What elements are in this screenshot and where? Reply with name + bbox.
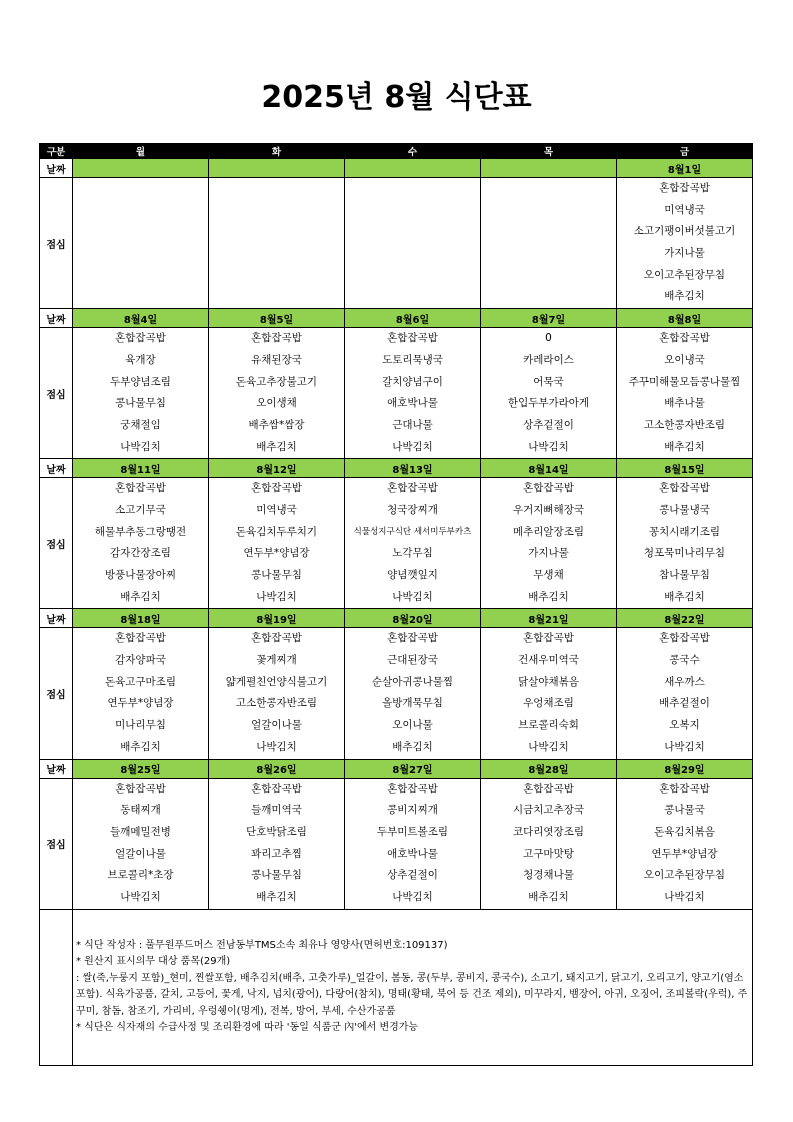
meal-item: 애호박나물 xyxy=(387,847,438,860)
meal-cell-thu xyxy=(481,628,617,759)
meal-item: 노각무침 xyxy=(392,547,433,560)
date-cell-tue: 8월26일 xyxy=(209,759,345,778)
header-day-fri: 금 xyxy=(617,144,753,159)
meal-item: 혼합잡곡밥 xyxy=(387,332,438,345)
meal-item: 고소한콩자반조림 xyxy=(643,418,726,431)
date-cell-fri: 8월8일 xyxy=(617,309,753,328)
date-cell-tue: 8월5일 xyxy=(209,309,345,328)
meal-cell-mon xyxy=(73,478,209,609)
meal-cell-tue xyxy=(209,628,345,759)
meal-item: 유채된장국 xyxy=(251,353,302,366)
meal-cell-mon xyxy=(73,628,209,759)
meal-item: 상추겉절이 xyxy=(387,869,438,882)
date-cell-tue xyxy=(209,159,345,178)
date-cell-wed: 8월13일 xyxy=(345,459,481,478)
meal-item: 콩나물국 xyxy=(664,804,705,817)
meal-item: 동태찌개 xyxy=(120,804,161,817)
meal-item: 혼합잡곡밥 xyxy=(115,332,166,345)
date-cell-mon xyxy=(73,159,209,178)
meal-item: 상추겉절이 xyxy=(523,418,574,431)
meal-item: 소고기팽이버섯불고기 xyxy=(633,225,736,238)
meal-item: 가지나물 xyxy=(664,247,705,260)
date-cell-fri: 8월22일 xyxy=(617,609,753,628)
meal-item: 우거지뼈해장국 xyxy=(512,503,584,516)
meal-item: 브로콜리*초장 xyxy=(107,869,174,882)
meal-item: 궁채절임 xyxy=(120,418,161,431)
meal-item: 새우까스 xyxy=(664,675,705,688)
header-day-tue: 화 xyxy=(209,144,345,159)
date-row xyxy=(40,759,753,778)
lunch-row-label: 점심 xyxy=(40,178,73,309)
meal-item: 꽃게찌개 xyxy=(256,654,297,667)
meal-item: 들깨미역국 xyxy=(251,804,302,817)
meal-item: 배추쌈*쌈장 xyxy=(248,418,305,431)
meal-item: 주꾸미해물모듬콩나물찜 xyxy=(628,375,741,388)
meal-item: 혼합잡곡밥 xyxy=(659,182,710,194)
menu-body xyxy=(40,159,753,910)
meal-item: 0 xyxy=(545,332,552,345)
date-cell-fri: 8월1일 xyxy=(617,159,753,178)
meal-item: 콩나물무침 xyxy=(251,869,302,882)
date-row-label: 날짜 xyxy=(40,159,73,178)
lunch-row-label: 점심 xyxy=(40,328,73,459)
meal-item: 감자양파국 xyxy=(115,654,166,667)
meal-item: 무생채 xyxy=(533,569,564,581)
meal-item: 근대나물 xyxy=(392,418,433,431)
date-cell-mon: 8월25일 xyxy=(73,759,209,778)
date-cell-wed: 8월6일 xyxy=(345,309,481,328)
date-row xyxy=(40,159,753,178)
meal-cell-tue xyxy=(209,178,345,309)
meal-item: 꽁치시래기조림 xyxy=(648,525,720,538)
meal-item: 혼합잡곡밥 xyxy=(387,782,438,795)
meal-item: 혼합잡곡밥 xyxy=(659,482,710,495)
date-row xyxy=(40,459,753,478)
header-day-wed: 수 xyxy=(345,144,481,159)
date-cell-mon: 8월11일 xyxy=(73,459,209,478)
meal-item: 배추김치 xyxy=(528,590,569,603)
meal-item: 혼합잡곡밥 xyxy=(251,632,302,645)
meal-item: 미역냉국 xyxy=(664,203,705,216)
meal-item: 도토리묵냉국 xyxy=(382,353,443,366)
meal-item: 나박김치 xyxy=(664,740,705,753)
meal-item: 어묵국 xyxy=(533,375,564,388)
meal-item: 오이생채 xyxy=(256,397,297,410)
meal-item: 소고기무국 xyxy=(115,503,166,516)
meal-item: 배추나물 xyxy=(664,397,705,410)
meal-item: 콩국수 xyxy=(669,654,700,667)
lunch-row xyxy=(40,478,753,609)
meal-item: 연두부*양념장 xyxy=(651,847,718,860)
header-row xyxy=(40,144,753,159)
meal-item: 얇게펼친언양식불고기 xyxy=(225,675,328,688)
date-cell-thu: 8월21일 xyxy=(481,609,617,628)
lunch-row xyxy=(40,178,753,309)
meal-item: 닭살야채볶음 xyxy=(518,675,579,688)
meal-item: 배추김치 xyxy=(256,890,297,903)
meal-item: 육개장 xyxy=(125,353,156,366)
meal-item: 한입두부가라아게 xyxy=(507,397,590,410)
meal-cell-fri xyxy=(617,778,753,909)
meal-item: 고소한콩자반조림 xyxy=(235,697,318,710)
header-day-mon: 월 xyxy=(73,144,209,159)
meal-item: 배추김치 xyxy=(256,440,297,453)
meal-cell-thu xyxy=(481,478,617,609)
meal-item: 나박김치 xyxy=(528,440,569,453)
meal-item: 혼합잡곡밥 xyxy=(115,482,166,495)
meal-item: 나박김치 xyxy=(392,890,433,903)
meal-item: 혼합잡곡밥 xyxy=(251,782,302,795)
meal-item: 혼합잡곡밥 xyxy=(387,482,438,495)
meal-item: 얼갈이나물 xyxy=(115,847,166,860)
meal-item: 건새우미역국 xyxy=(518,654,579,667)
meal-cell-tue xyxy=(209,778,345,909)
meal-cell-tue xyxy=(209,328,345,459)
meal-item: 청국장찌개 xyxy=(387,503,438,516)
meal-item: 배추겉절이 xyxy=(659,697,710,710)
meal-item: 두부양념조림 xyxy=(110,375,171,388)
meal-cell-mon xyxy=(73,328,209,459)
meal-item: 돈육김치볶음 xyxy=(654,825,715,838)
lunch-row-label: 점심 xyxy=(40,778,73,909)
meal-cell-tue xyxy=(209,478,345,609)
date-cell-tue: 8월19일 xyxy=(209,609,345,628)
meal-item: 우엉채조림 xyxy=(523,697,574,710)
note-author: * 식단 작성자 : 풀무원푸드머스 전남동부TMS소속 최유나 영양사(면허번호:109137) xyxy=(76,939,448,951)
meal-item: 두부미트볼조림 xyxy=(376,825,448,838)
meal-item: 콩나물무침 xyxy=(115,397,166,410)
meal-cell-fri xyxy=(617,178,753,309)
date-cell-thu: 8월14일 xyxy=(481,459,617,478)
meal-item: 코다리엿장조림 xyxy=(512,825,584,838)
meal-item: 연두부*양념장 xyxy=(243,547,310,560)
header-day-thu: 목 xyxy=(481,144,617,159)
meal-item: 혼합잡곡밥 xyxy=(659,632,710,645)
meal-item: 얼갈이나물 xyxy=(251,719,302,732)
meal-item: 연두부*양념장 xyxy=(107,697,174,710)
meal-item: 배추김치 xyxy=(120,590,161,603)
meal-item: 양념깻잎지 xyxy=(387,569,438,581)
meal-item: 해물부추동그랑땡전 xyxy=(94,525,187,538)
meal-cell-fri xyxy=(617,628,753,759)
meal-cell-thu xyxy=(481,328,617,459)
meal-item: 올방개묵무침 xyxy=(382,697,443,710)
meal-item: 나박김치 xyxy=(528,740,569,753)
date-cell-wed: 8월20일 xyxy=(345,609,481,628)
date-cell-thu xyxy=(481,159,617,178)
date-cell-mon: 8월4일 xyxy=(73,309,209,328)
page-title: 2025년 8월 식단표 xyxy=(261,80,532,115)
meal-cell-wed xyxy=(345,328,481,459)
meal-cell-wed xyxy=(345,628,481,759)
meal-item: 배추김치 xyxy=(528,890,569,903)
notes-spacer xyxy=(40,909,73,1065)
date-row-label: 날짜 xyxy=(40,459,73,478)
meal-item: 단호박닭조림 xyxy=(246,825,307,838)
date-row-label: 날짜 xyxy=(40,309,73,328)
meal-item: 고구마맛탕 xyxy=(523,847,574,860)
meal-item: 오이나물 xyxy=(392,719,433,732)
meal-item: 혼합잡곡밥 xyxy=(115,632,166,645)
meal-item: 배추김치 xyxy=(664,440,705,453)
lunch-row xyxy=(40,628,753,759)
date-cell-fri: 8월29일 xyxy=(617,759,753,778)
meal-item: 오이냉국 xyxy=(664,353,705,366)
date-cell-tue: 8월12일 xyxy=(209,459,345,478)
meal-item: 혼합잡곡밥 xyxy=(387,632,438,645)
header-label: 구분 xyxy=(40,144,73,159)
meal-item: 갈치양념구이 xyxy=(382,375,443,388)
meal-item: 나박김치 xyxy=(256,590,297,603)
meal-item: 시금치고추장국 xyxy=(512,804,584,817)
meal-item: 나박김치 xyxy=(392,440,433,453)
meal-item: 배추김치 xyxy=(664,290,705,303)
meal-item: 참나물무침 xyxy=(659,569,710,581)
date-cell-thu: 8월7일 xyxy=(481,309,617,328)
meal-item: 혼합잡곡밥 xyxy=(251,332,302,345)
notes-row xyxy=(40,909,753,1065)
meal-item: 돈육고추장불고기 xyxy=(235,375,318,388)
menu-table xyxy=(39,143,753,1066)
meal-item: 배추김치 xyxy=(120,740,161,753)
meal-item: 나박김치 xyxy=(120,440,161,453)
meal-item: 청경채나물 xyxy=(523,869,574,882)
date-row-label: 날짜 xyxy=(40,759,73,778)
meal-item: 콩나물무침 xyxy=(251,569,302,581)
meal-item: 돈육고구마조림 xyxy=(104,675,176,688)
meal-item: 들깨메밀전병 xyxy=(110,825,171,838)
meal-item: 미나리무침 xyxy=(115,719,166,732)
meal-cell-thu xyxy=(481,778,617,909)
meal-item: 혼합잡곡밥 xyxy=(523,632,574,645)
meal-item: 혼합잡곡밥 xyxy=(659,332,710,345)
meal-item: 오이고추된장무침 xyxy=(643,268,726,281)
date-cell-mon: 8월18일 xyxy=(73,609,209,628)
lunch-row-label: 점심 xyxy=(40,478,73,609)
meal-item: 혼합잡곡밥 xyxy=(659,782,710,795)
meal-item: 배추김치 xyxy=(392,740,433,753)
meal-item: 근대된장국 xyxy=(387,654,438,667)
meal-item: 가지나물 xyxy=(528,547,569,560)
meal-item: 오이고추된장무침 xyxy=(643,869,726,882)
meal-item: 꽈리고추찜 xyxy=(251,847,302,860)
date-row xyxy=(40,309,753,328)
meal-cell-mon xyxy=(73,778,209,909)
note-origin-items: : 쌀(죽,누룽지 포함)_현미, 찐쌀포함, 배추김치(배추, 고춧가루)_얼갈이, 봄동, 콩(두부, 콩비지, 콩국수), 소고기, 돼지고기, 닭고기, 오리고기, 양고기(염소포함). 식육가공품, 갈치, 고등어, 꽃게, 낙지, 넙치(광어), 다랑어(참치), 명태(황태, 북어 등 건조 제외), 미꾸라지, 뱀장어, 아귀, 오징어, 조피볼락(우럭), 주꾸미, 참돔, 참조기, 가리비, 우렁쉥이(멍게), 전복, 방어, 부세, 수산가공품 xyxy=(76,972,748,1017)
meal-item: 식물성지구식단 세서미두부카츠 xyxy=(353,526,472,537)
note-change-policy: * 식단은 식자재의 수급사정 및 조리환경에 따라 '동일 식품군 內'에서 변경가능 xyxy=(76,1022,419,1034)
meal-item: 콩비지찌개 xyxy=(387,804,438,817)
meal-item: 혼합잡곡밥 xyxy=(523,782,574,795)
date-row-label: 날짜 xyxy=(40,609,73,628)
meal-item: 미역냉국 xyxy=(256,503,297,516)
meal-item: 애호박나물 xyxy=(387,397,438,410)
date-row xyxy=(40,609,753,628)
date-cell-wed xyxy=(345,159,481,178)
meal-item: 혼합잡곡밥 xyxy=(251,482,302,495)
meal-cell-mon xyxy=(73,178,209,309)
notes-cell xyxy=(73,909,753,1065)
meal-item: 청포묵미나리무침 xyxy=(643,547,726,560)
meal-item: 카레라이스 xyxy=(523,353,574,366)
meal-item: 나박김치 xyxy=(120,890,161,903)
lunch-row-label: 점심 xyxy=(40,628,73,759)
lunch-row xyxy=(40,328,753,459)
meal-item: 나박김치 xyxy=(256,740,297,753)
meal-cell-thu xyxy=(481,178,617,309)
meal-cell-wed xyxy=(345,478,481,609)
meal-item: 브로콜리숙회 xyxy=(518,719,579,732)
lunch-row xyxy=(40,778,753,909)
meal-item: 돈육김치두루치기 xyxy=(235,525,318,538)
meal-item: 배추김치 xyxy=(664,590,705,603)
meal-cell-fri xyxy=(617,478,753,609)
note-origin-title: * 원산지 표시의무 대상 품목(29개) xyxy=(76,956,231,968)
date-cell-wed: 8월27일 xyxy=(345,759,481,778)
meal-item: 나박김치 xyxy=(664,890,705,903)
meal-cell-wed xyxy=(345,778,481,909)
meal-cell-wed xyxy=(345,178,481,309)
meal-item: 나박김치 xyxy=(392,590,433,603)
meal-item: 콩나물냉국 xyxy=(659,503,710,516)
meal-item: 오복지 xyxy=(669,719,700,732)
meal-item: 순살아귀콩나물찜 xyxy=(371,675,454,688)
meal-item: 방풍나물장아찌 xyxy=(104,569,176,581)
date-cell-fri: 8월15일 xyxy=(617,459,753,478)
meal-item: 감자간장조림 xyxy=(110,547,171,560)
meal-item: 메추리알장조림 xyxy=(512,525,584,538)
date-cell-thu: 8월28일 xyxy=(481,759,617,778)
meal-item: 혼합잡곡밥 xyxy=(115,782,166,795)
meal-item: 혼합잡곡밥 xyxy=(523,482,574,495)
meal-cell-fri xyxy=(617,328,753,459)
